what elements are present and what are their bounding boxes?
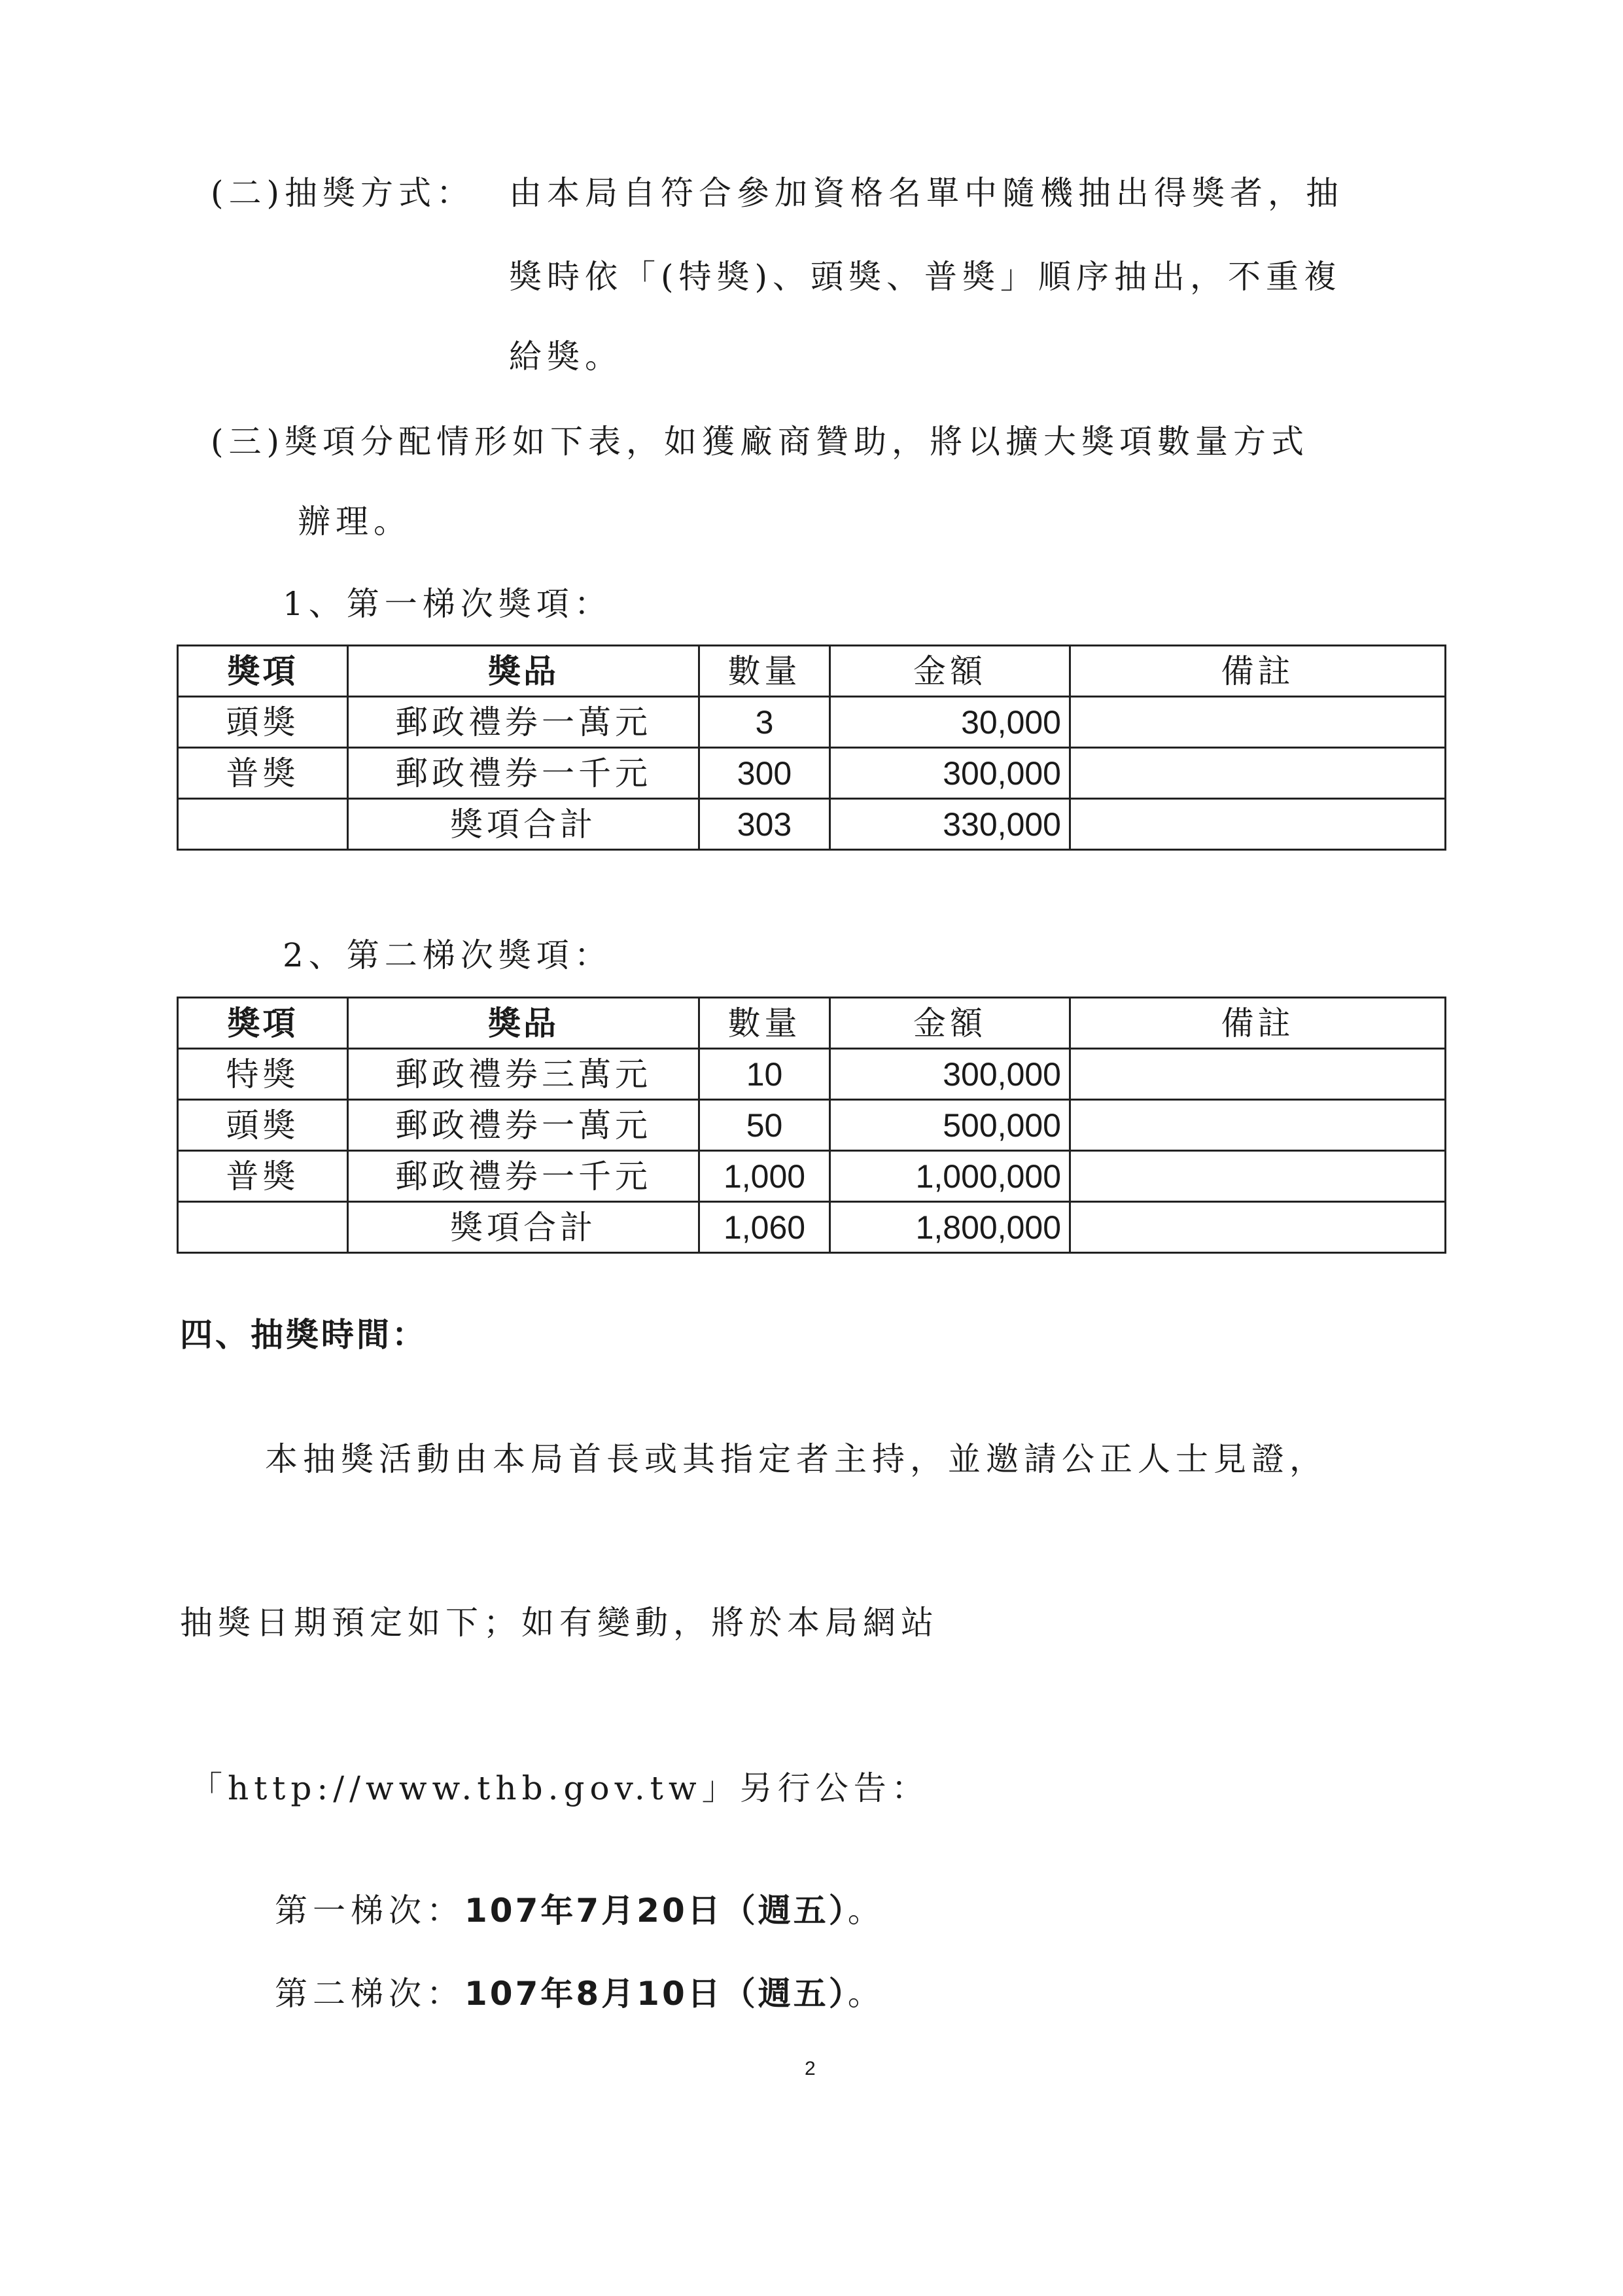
cell-amount: 500,000 <box>830 1100 1070 1151</box>
batch-1-date: 107年7月20日（週五） <box>464 1892 848 1930</box>
header-remarks: 備註 <box>1070 646 1446 697</box>
table-total-row <box>178 1202 1446 1253</box>
batch-2-date: 107年8月10日（週五） <box>464 1975 848 2013</box>
cell-prize-item: 郵政禮券三萬元 <box>348 1049 699 1100</box>
cell-prize-level: 頭獎 <box>178 697 348 748</box>
section-two-label: (二)抽獎方式： <box>211 174 475 212</box>
website-announcement-text: 「http://www.thb.gov.tw」另行公告： <box>190 1769 930 1807</box>
section-two-line-1: 由本局自符合參加資格名單中隨機抽出得獎者，抽 <box>509 174 1344 212</box>
cell-remarks <box>1070 799 1446 850</box>
header-amount: 金額 <box>830 998 1070 1049</box>
cell-quantity: 3 <box>699 697 830 748</box>
prize-table-batch-1 <box>177 645 1446 851</box>
table-header-row <box>178 998 1446 1049</box>
cell-prize-level: 普獎 <box>178 748 348 799</box>
cell-amount: 30,000 <box>830 697 1070 748</box>
header-prize-level: 獎項 <box>178 998 348 1049</box>
cell-quantity: 1,060 <box>699 1202 830 1253</box>
batch-2-schedule <box>275 1975 886 2013</box>
cell-quantity: 50 <box>699 1100 830 1151</box>
cell-quantity: 303 <box>699 799 830 850</box>
section-three-line-1: (三)獎項分配情形如下表，如獲廠商贊助，將以擴大獎項數量方式 <box>211 423 1310 461</box>
section-four-heading: 四、抽獎時間： <box>180 1316 427 1354</box>
cell-prize-level: 特獎 <box>178 1049 348 1100</box>
cell-remarks <box>1070 748 1446 799</box>
page-number: 2 <box>805 2058 816 2079</box>
header-quantity: 數量 <box>699 998 830 1049</box>
batch-1-label: 第一梯次： <box>275 1892 464 1930</box>
section-four-paragraph-1: 本抽獎活動由本局首長或其指定者主持，並邀請公正人士見證， <box>265 1440 1327 1478</box>
cell-prize-item: 郵政禮券一萬元 <box>348 697 699 748</box>
prize-table-batch-2 <box>177 997 1446 1254</box>
section-two-line-3: 給獎。 <box>509 338 623 376</box>
cell-prize-level <box>178 799 348 850</box>
table-header-row <box>178 646 1446 697</box>
cell-prize-item: 獎項合計 <box>348 799 699 850</box>
table2-caption: 2、第二梯次獎項： <box>283 936 612 974</box>
cell-remarks <box>1070 697 1446 748</box>
table-row <box>178 1151 1446 1202</box>
cell-remarks <box>1070 1202 1446 1253</box>
cell-remarks <box>1070 1100 1446 1151</box>
header-prize-level: 獎項 <box>178 646 348 697</box>
cell-amount: 300,000 <box>830 748 1070 799</box>
cell-prize-level: 普獎 <box>178 1151 348 1202</box>
cell-amount: 330,000 <box>830 799 1070 850</box>
table-total-row <box>178 799 1446 850</box>
table-row <box>178 697 1446 748</box>
cell-prize-level: 頭獎 <box>178 1100 348 1151</box>
cell-quantity: 1,000 <box>699 1151 830 1202</box>
batch-2-period: 。 <box>847 1975 886 2013</box>
cell-prize-item: 郵政禮券一萬元 <box>348 1100 699 1151</box>
header-prize-item: 獎品 <box>348 646 699 697</box>
cell-prize-level <box>178 1202 348 1253</box>
table-row <box>178 748 1446 799</box>
header-quantity: 數量 <box>699 646 830 697</box>
section-three-line-2: 辦理。 <box>298 503 411 540</box>
cell-quantity: 300 <box>699 748 830 799</box>
section-two-line-2: 獎時依「(特獎)、頭獎、普獎」順序抽出，不重複 <box>509 258 1342 296</box>
cell-remarks <box>1070 1151 1446 1202</box>
batch-2-label: 第二梯次： <box>275 1975 464 2013</box>
table-row <box>178 1100 1446 1151</box>
cell-prize-item: 獎項合計 <box>348 1202 699 1253</box>
section-four-paragraph-2: 抽獎日期預定如下；如有變動，將於本局網站 <box>180 1604 939 1642</box>
cell-remarks <box>1070 1049 1446 1100</box>
table-row <box>178 1049 1446 1100</box>
cell-prize-item: 郵政禮券一千元 <box>348 1151 699 1202</box>
section-four-paragraph-3 <box>190 1769 930 1807</box>
cell-amount: 1,000,000 <box>830 1151 1070 1202</box>
header-prize-item: 獎品 <box>348 998 699 1049</box>
cell-quantity: 10 <box>699 1049 830 1100</box>
header-remarks: 備註 <box>1070 998 1446 1049</box>
cell-amount: 1,800,000 <box>830 1202 1070 1253</box>
batch-1-schedule <box>275 1892 886 1930</box>
table1-caption: 1、第一梯次獎項： <box>283 585 612 623</box>
cell-amount: 300,000 <box>830 1049 1070 1100</box>
cell-prize-item: 郵政禮券一千元 <box>348 748 699 799</box>
batch-1-period: 。 <box>847 1892 886 1930</box>
header-amount: 金額 <box>830 646 1070 697</box>
